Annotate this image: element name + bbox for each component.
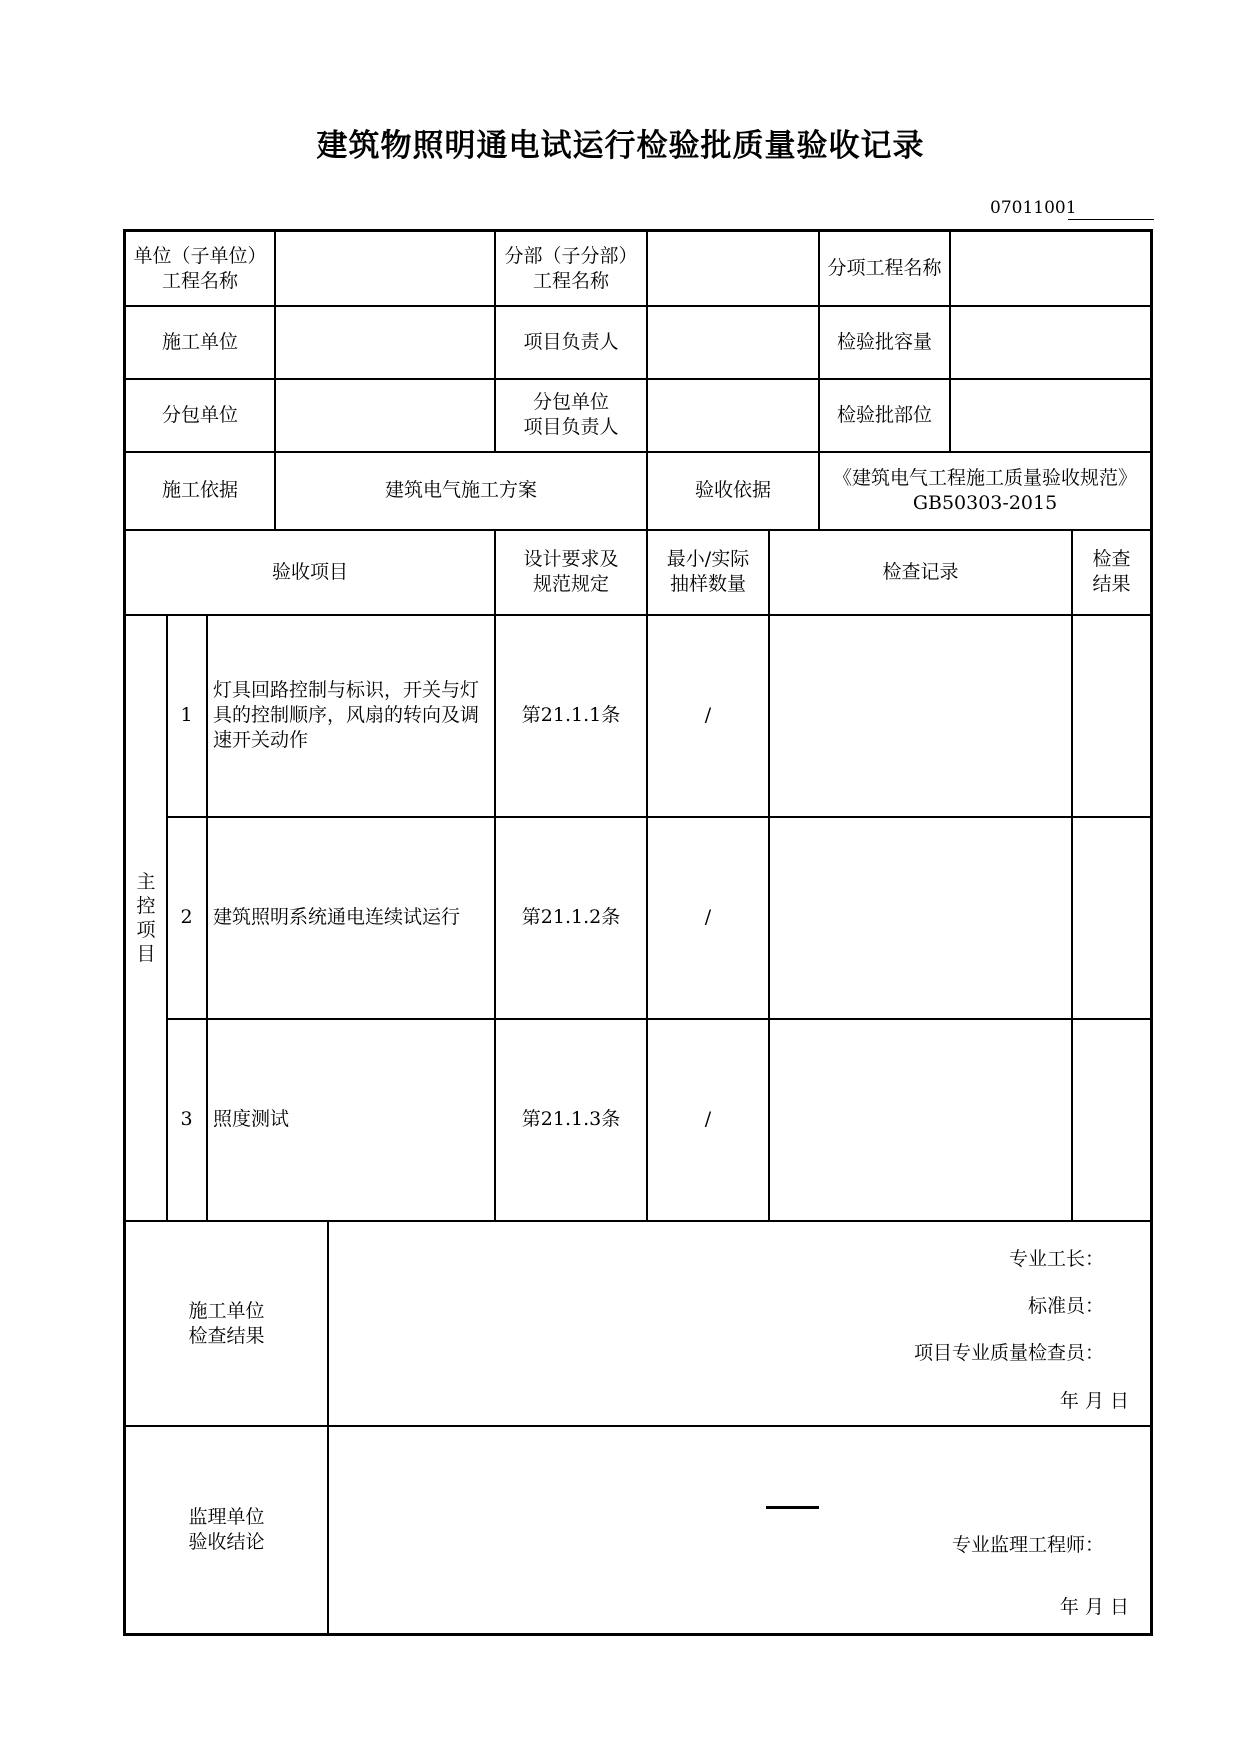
item-result-field[interactable] (1073, 817, 1150, 1018)
item-requirement: 第21.1.2条 (521, 906, 621, 928)
col-divider (327, 1220, 329, 1633)
col-header-result: 检查 结果 (1092, 548, 1131, 595)
acceptance-basis-value: 《建筑电气工程施工质量验收规范》 GB50303-2015 (832, 466, 1137, 514)
form-code-underline (1068, 219, 1154, 220)
sub-item-name-value[interactable] (951, 232, 1150, 305)
inspection-form-table (123, 229, 1153, 1636)
item-record-field[interactable] (770, 817, 1071, 1018)
item-record-field[interactable] (770, 1019, 1071, 1220)
item-description: 灯具回路控制与标识，开关与灯 具的控制顺序，风扇的转向及调 速开关动作 (213, 679, 480, 751)
form-code: 07011001 (990, 198, 1077, 218)
item-requirement: 第21.1.1条 (521, 704, 621, 726)
construction-basis-label: 施工依据 (161, 479, 238, 501)
sub-item-name-label: 分项工程名称 (827, 257, 942, 279)
acceptance-basis-label: 验收依据 (694, 479, 771, 501)
item-sample-count: / (704, 704, 712, 726)
sub-division-name-value[interactable] (648, 232, 818, 305)
supervision-engineer-signature[interactable]: 专业监理工程师： (951, 1533, 1104, 1556)
project-manager-value[interactable] (648, 306, 818, 378)
unit-project-name-label: 单位（子单位） 工程名称 (133, 244, 267, 292)
batch-capacity-label: 检验批容量 (836, 330, 932, 353)
sub-division-name-label: 分部（子分部） 工程名称 (504, 244, 638, 292)
batch-location-label: 检验批部位 (836, 403, 932, 426)
col-header-item: 验收项目 (271, 560, 348, 583)
item-description: 建筑照明系统通电连续试运行 (213, 906, 461, 928)
item-description: 照度测试 (213, 1108, 290, 1130)
item-sample-count: / (704, 906, 712, 928)
quality-inspector-signature[interactable]: 项目专业质量检查员： (913, 1341, 1104, 1364)
project-manager-label: 项目负责人 (523, 330, 619, 353)
document-title: 建筑物照明通电试运行检验批质量验收记录 (316, 128, 925, 164)
item-result-field[interactable] (1073, 1019, 1150, 1220)
short-stroke-mark (766, 1506, 819, 1509)
item-requirement: 第21.1.3条 (521, 1108, 621, 1130)
item-result-field[interactable] (1073, 615, 1150, 816)
subcontractor-value[interactable] (276, 379, 494, 451)
construction-check-date[interactable]: 年 月 日 (1059, 1389, 1129, 1412)
subcontractor-manager-label: 分包单位 项目负责人 (523, 391, 619, 438)
item-number: 1 (180, 704, 193, 726)
col-header-record: 检查记录 (882, 560, 959, 583)
item-number: 3 (180, 1108, 193, 1130)
subcontractor-label: 分包单位 (161, 403, 238, 426)
batch-location-value[interactable] (951, 379, 1150, 451)
item-record-field[interactable] (770, 615, 1071, 816)
main-control-label: 主 控 项 目 (136, 870, 156, 965)
col-divider (206, 614, 208, 1220)
batch-capacity-value[interactable] (951, 306, 1150, 378)
unit-project-name-value[interactable] (276, 232, 494, 305)
foreman-signature[interactable]: 专业工长： (1008, 1247, 1104, 1270)
col-header-sample: 最小/实际 抽样数量 (666, 548, 750, 595)
item-number: 2 (180, 906, 193, 928)
contractor-value[interactable] (276, 306, 494, 378)
item-sample-count: / (704, 1108, 712, 1130)
standards-officer-signature[interactable]: 标准员： (1027, 1294, 1104, 1317)
supervision-date[interactable]: 年 月 日 (1059, 1595, 1129, 1618)
col-header-requirement: 设计要求及 规范规定 (523, 548, 619, 595)
contractor-label: 施工单位 (161, 330, 238, 353)
construction-basis-value: 建筑电气施工方案 (384, 479, 537, 501)
construction-check-label: 施工单位 检查结果 (188, 1299, 265, 1347)
main-control-label-cell (126, 615, 166, 1220)
subcontractor-manager-value[interactable] (648, 379, 818, 451)
supervision-conclusion-label: 监理单位 验收结论 (188, 1506, 265, 1553)
